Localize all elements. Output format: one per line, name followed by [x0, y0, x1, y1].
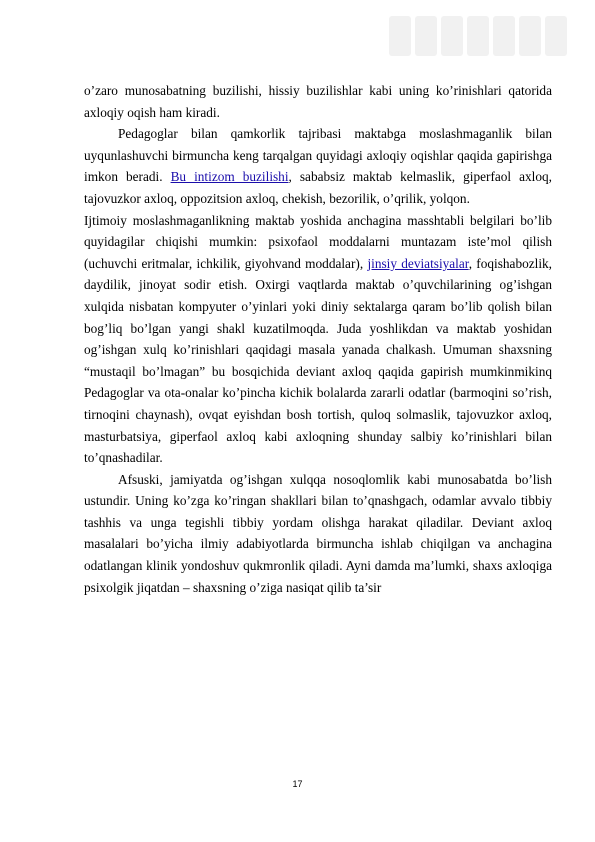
watermark-logo-icon	[389, 8, 579, 68]
paragraph-1: o’zaro munosabatning buzilishi, hissiy buzilishlar kabi uning ko’rinishlari qatorida axloqiy oqish ham kiradi.	[84, 83, 552, 120]
link-intizom-buzilishi[interactable]: Bu intizom buzilishi	[170, 169, 289, 185]
paragraph-3-text-after: , foqishabozlik, daydilik, jinoyat sodir etish. Oxirgi vaqtlarda maktab o’quvchilarining og’ishgan xulqida nisbatan kompyuter o’yinlari yoki diniy sektalarga qaram bo’lib qolish bilan bog’liq bo’lgan yangi shakl kuzatilmoqda. Juda yoshlikdan va maktab yoshidan og’ishgan xulq ko’rinishlari qaqidagi masala yanada chalkash. Umuman shaxsning “mustaqil bo’lmagan” bu bosqichida deviant axloq qaqida gapirish mumkinmikinq Pedagoglar va ota-onalar ko’pincha kichik bolalarda zararli odatlar (barmoqini so’rish, tirnoqini chaynash), ovqat eyishdan bosh tortish, quloq solmaslik, tajovuzkor axloq, masturbatsiya, giperfaol axloq kabi axloqning shunday salbiy ko’rinishlari bilan to’qnashadilar.	[84, 255, 553, 466]
paragraph-2-text-after: , sababsiz maktab kelmaslik, giperfaol axloq, tajovuzkor axloq, oppozitsion axloq, chekish, bezorilik, o’qrilik, yolqon.	[84, 169, 552, 206]
page-number: 17	[292, 779, 303, 789]
paragraph-2-text-before: Pedagoglar bilan qamkorlik tajribasi maktabga moslashmaganlik bilan uyqunlashuvchi birmuncha keng tarqalgan quyidagi axloqiy oqishlar qaqida gapirishga imkon beradi.	[84, 126, 552, 185]
link-jinsiy-deviatsiyalar[interactable]: jinsiy deviatsiyalar	[367, 255, 469, 271]
paragraph-2	[84, 123, 552, 209]
document-page	[84, 80, 552, 598]
paragraph-3	[84, 210, 552, 469]
paragraph-4: Afsuski, jamiyatda og’ishgan xulqqa nosoqlomlik kabi munosabatda bo’lish ustundir. Uning ko’zga ko’ringan shakllari bilan to’qnashgach, odamlar avvalo tibbiy tashhis va unga tegishli tibbiy yordam olishga harakat qiladilar. Deviant axloq masalalari bo’yicha ilmiy adabiyotlarda birmuncha ishlab chiqilgan va anchagina odatlangan klinik yondoshuv qukmronlik qiladi. Ayni damda ma’lumki, shaxs axloqiga psixolgik jiqatdan – shaxsning o’ziga nasiqat qilib ta’sir	[84, 471, 552, 595]
paragraph-3-text-before: Ijtimoiy moslashmaganlikning maktab yoshida anchagina masshtabli belgilari bo’lib quyidagilar chiqishi mumkin: psixofaol moddalarni muntazam iste’mol qilish (uchuvchi eritmalar, ichkilik, giyohvand moddalar),	[84, 212, 552, 271]
